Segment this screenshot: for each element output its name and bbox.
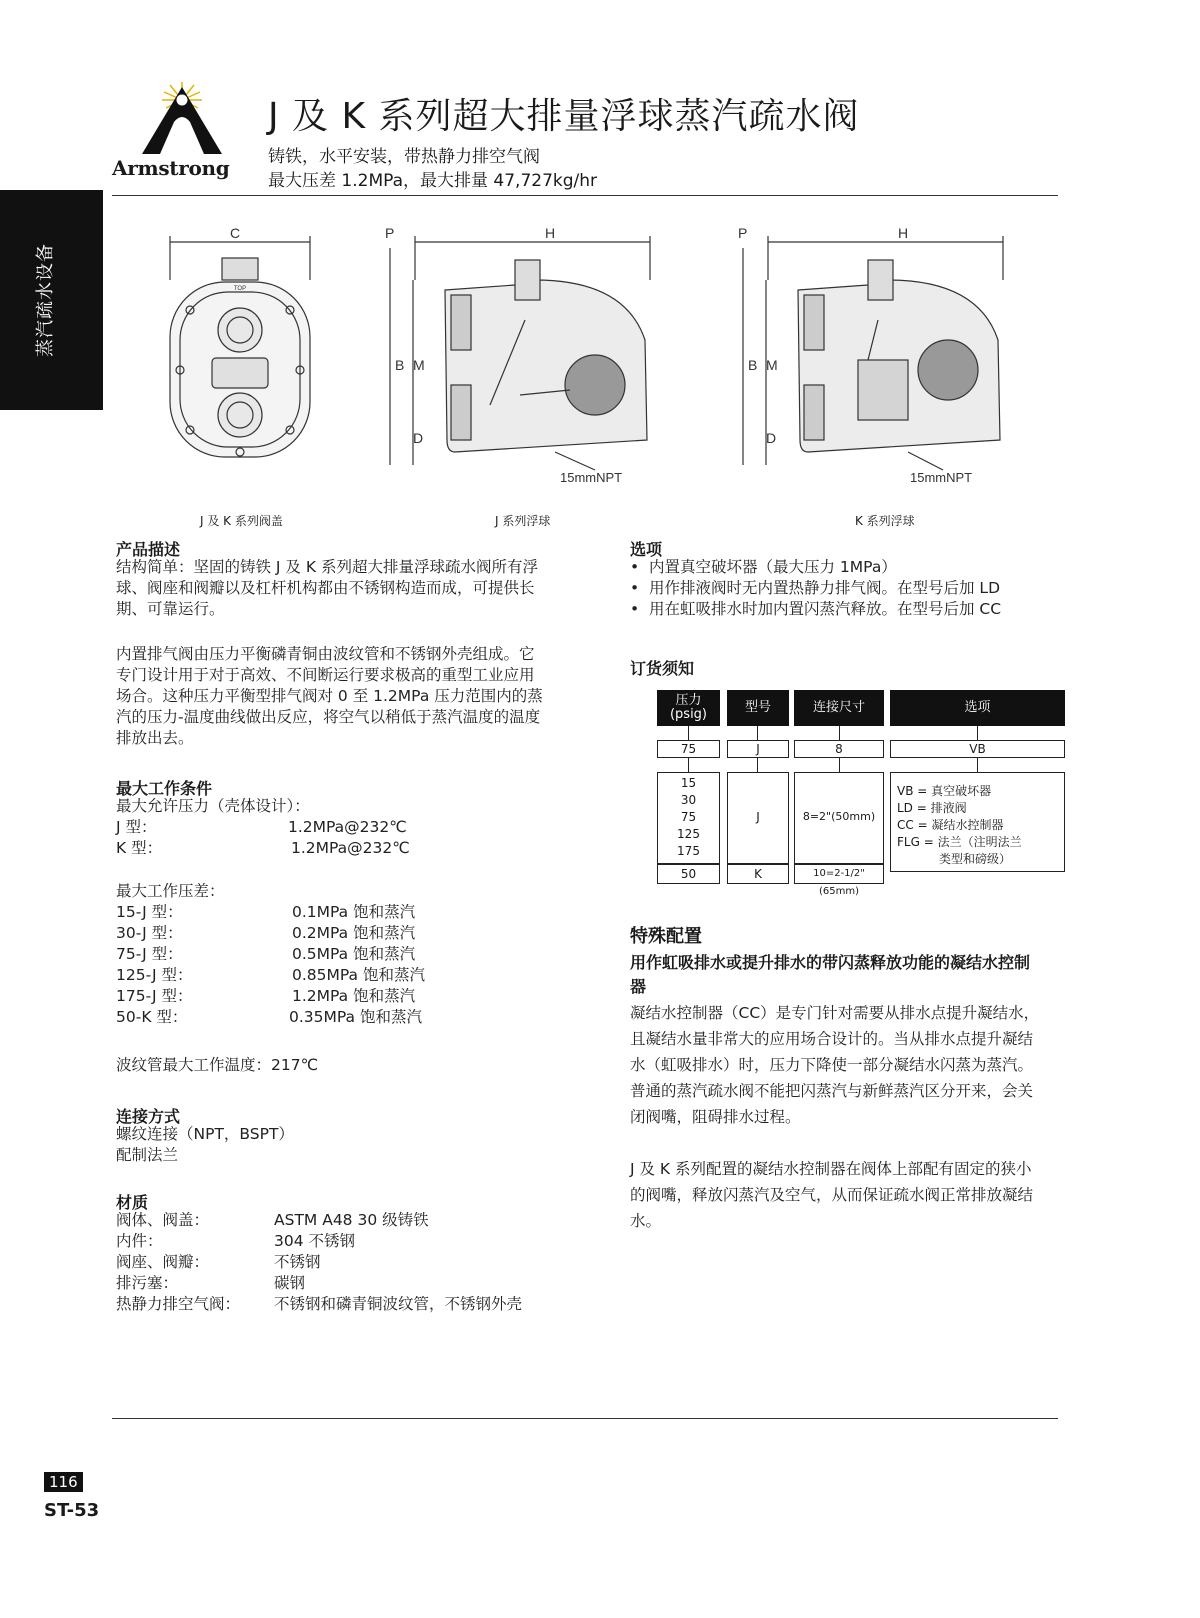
- text-line: 水。: [630, 1212, 662, 1230]
- header-option: 选项: [890, 690, 1065, 726]
- option-code: 类型和磅级）: [939, 852, 1012, 866]
- spec-key: J 型：: [116, 818, 157, 836]
- k-float-diagram-icon: [738, 220, 1028, 510]
- option-text: 用作排液阀时无内置热静力排气阀。在型号后加 LD: [649, 579, 1000, 597]
- page-number: 116: [44, 1472, 83, 1492]
- option-code: CC = 凝结水控制器: [897, 818, 1004, 832]
- list-item: • 用作排液阀时无内置热静力排气阀。在型号后加 LD: [630, 579, 1000, 597]
- header-divider: [112, 195, 1058, 196]
- example-model: J: [727, 740, 789, 758]
- pressure-option-k: 50: [657, 864, 720, 884]
- spec-key: 75-J 型：: [116, 945, 183, 963]
- pressure-value: 30: [680, 793, 697, 807]
- options-list: [630, 557, 1001, 620]
- option-text: 内置真空破坏器（最大压力 1MPa）: [649, 558, 897, 576]
- material-value: 不锈钢和磷青铜波纹管，不锈钢外壳: [274, 1295, 523, 1313]
- product-para2: [116, 644, 543, 749]
- dim-m-label: M: [766, 357, 778, 373]
- connector-line: [839, 758, 840, 772]
- dim-p-label: P: [738, 225, 748, 241]
- bellows-temp: 波纹管最大工作温度：217℃: [116, 1056, 318, 1074]
- material-key: 阀座、阀瓣：: [116, 1253, 210, 1271]
- cover-drawing: [150, 220, 330, 510]
- text-line: 凝结水控制器（CC）是专门针对需要从排水点提升凝结水，: [630, 1004, 1040, 1022]
- model-option-j: J: [727, 772, 789, 864]
- subtitle-capacity: 最大压差 1.2MPa，最大排量 47,727kg/hr: [268, 171, 598, 191]
- example-option: VB: [890, 740, 1065, 758]
- spec-value: 0.1MPa 饱和蒸汽: [292, 903, 416, 921]
- material-value: 碳钢: [274, 1274, 306, 1292]
- j-float-diagram-icon: [385, 220, 670, 510]
- special-para2: [630, 1156, 1033, 1234]
- text-line: 闭阀嘴，阻碍排水过程。: [630, 1108, 801, 1126]
- dim-b-label: B: [395, 357, 405, 373]
- material-value: ASTM A48 30 级铸铁: [274, 1211, 429, 1229]
- subtitle-construction: 铸铁，水平安装，带热静力排空气阀: [268, 147, 540, 167]
- text-line: 场合。这种压力平衡型排气阀对 0 至 1.2MPa 压力范围内的蒸: [116, 687, 543, 705]
- example-size: 8: [794, 740, 884, 758]
- text-line: 水（虹吸排水）时，压力下降使一部分凝结水闪蒸为蒸汽。: [630, 1056, 1034, 1074]
- text-line: 结构简单：坚固的铸铁 J 及 K 系列超大排量浮球疏水阀所有浮: [116, 558, 538, 576]
- spec-value: 1.2MPa 饱和蒸汽: [292, 987, 416, 1005]
- j-float-drawing: [385, 220, 670, 510]
- size-option-j: 8=2"(50mm): [794, 772, 884, 864]
- spec-key: 175-J 型：: [116, 987, 193, 1005]
- cover-diagram-icon: [150, 220, 330, 510]
- npt-label: 15mmNPT: [910, 470, 973, 485]
- logo-mark-icon: [112, 82, 252, 160]
- pressure-value: 125: [677, 827, 700, 841]
- dim-m-label: M: [413, 357, 425, 373]
- diff-pressure-label: 最大工作压差：: [116, 882, 225, 900]
- options-heading: 选项: [630, 540, 663, 559]
- text-line: 期、可靠运行。: [116, 600, 225, 618]
- k-float-caption: K 系列浮球: [855, 514, 915, 528]
- ordering-heading: 订货须知: [630, 659, 695, 678]
- text-line: 普通的蒸汽疏水阀不能把闪蒸汽与新鲜蒸汽区分开来，会关: [630, 1082, 1034, 1100]
- dim-h-label: H: [545, 225, 556, 241]
- header-pressure: [657, 690, 720, 726]
- example-pressure: 75: [657, 740, 720, 758]
- side-tab-label: 蒸汽疏水设备: [35, 243, 56, 357]
- page-title: J 及 K 系列超大排量浮球蒸汽疏水阀: [268, 96, 860, 137]
- special-subheading-line2: 器: [630, 977, 647, 996]
- k-float-drawing: [738, 220, 1028, 510]
- material-value: 304 不锈钢: [274, 1232, 356, 1250]
- model-option-k: K: [727, 864, 789, 884]
- section-side-tab: [0, 190, 103, 410]
- text-line: 球、阀座和阀瓣以及杠杆机构都由不锈钢构造而成，可提供长: [116, 579, 535, 597]
- spec-key: K 型：: [116, 839, 163, 857]
- text-line: 内置排气阀由压力平衡磷青铜由波纹管和不锈钢外壳组成。它: [116, 645, 535, 663]
- dim-p-label: P: [385, 225, 395, 241]
- page-code: ST-53: [44, 1500, 100, 1521]
- spec-key: 15-J 型：: [116, 903, 183, 921]
- spec-value: 0.5MPa 饱和蒸汽: [292, 945, 416, 963]
- product-heading: 产品描述: [116, 540, 181, 559]
- armstrong-logo: [112, 82, 252, 182]
- j-float-caption: J 系列浮球: [495, 514, 551, 528]
- connections-heading: 连接方式: [116, 1107, 181, 1126]
- product-para1: [116, 557, 538, 620]
- list-item: • 内置真空破坏器（最大压力 1MPa）: [630, 558, 897, 576]
- special-heading: 特殊配置: [630, 926, 702, 947]
- top-marking: TOP: [233, 286, 247, 292]
- dim-h-label: H: [898, 225, 909, 241]
- header-pressure-line2: (psig): [669, 707, 708, 722]
- logo-brand-text: Armstrong: [112, 156, 230, 180]
- spec-key: 125-J 型：: [116, 966, 193, 984]
- max-conditions-heading: 最大工作条件: [116, 779, 213, 798]
- footer-divider: [112, 1418, 1058, 1419]
- material-value: 不锈钢: [274, 1253, 321, 1271]
- pressure-options-j: [657, 772, 720, 864]
- option-codes: [890, 772, 1065, 872]
- connector-line: [688, 726, 689, 740]
- text-line: 汽的压力-温度曲线做出反应，将空气以稍低于蒸汽温度的温度: [116, 708, 541, 726]
- connections-list: [116, 1124, 294, 1166]
- connector-line: [688, 758, 689, 772]
- special-para1: [630, 1000, 1039, 1130]
- spec-value: 1.2MPa@232℃: [288, 818, 407, 836]
- list-item: 螺纹连接（NPT，BSPT）: [116, 1125, 294, 1143]
- npt-label: 15mmNPT: [560, 470, 623, 485]
- material-key: 阀体、阀盖：: [116, 1211, 210, 1229]
- pressure-value: 75: [680, 810, 697, 824]
- spec-value: 1.2MPa@232℃: [291, 839, 410, 857]
- allow-pressure-label: 最大允许压力（壳体设计）：: [116, 797, 310, 815]
- option-code: VB = 真空破坏器: [897, 784, 992, 798]
- pressure-value: 175: [677, 844, 700, 858]
- text-line: J 及 K 系列配置的凝结水控制器在阀体上部配有固定的狭小: [630, 1160, 1032, 1178]
- material-key: 热静力排空气阀：: [116, 1295, 241, 1313]
- material-key: 排污塞：: [116, 1274, 179, 1292]
- cover-caption: J 及 K 系列阀盖: [200, 514, 283, 528]
- header-model: 型号: [727, 690, 789, 726]
- text-line: 且凝结水量非常大的应用场合设计的。当从排水点提升凝结: [630, 1030, 1034, 1048]
- dim-b-label: B: [748, 357, 758, 373]
- pressure-value: 15: [680, 776, 697, 790]
- list-item: 配制法兰: [116, 1146, 179, 1164]
- option-code: FLG = 法兰（注明法兰: [897, 835, 1022, 849]
- spec-value: 0.85MPa 饱和蒸汽: [292, 966, 425, 984]
- dim-d-label: D: [766, 430, 777, 446]
- materials-heading: 材质: [116, 1193, 149, 1212]
- list-item: • 用在虹吸排水时加内置闪蒸汽释放。在型号后加 CC: [630, 600, 1002, 618]
- connector-line: [977, 758, 978, 772]
- text-line: 排放出去。: [116, 729, 194, 747]
- option-code: LD = 排液阀: [897, 801, 967, 815]
- text-line: 专门设计用于对于高效、不间断运行要求极高的重型工业应用: [116, 666, 535, 684]
- spec-value: 0.35MPa 饱和蒸汽: [289, 1008, 422, 1026]
- header-pressure-line1: 压力: [675, 693, 702, 708]
- connector-line: [839, 726, 840, 740]
- connector-line: [977, 726, 978, 740]
- special-subheading-line1: 用作虹吸排水或提升排水的带闪蒸释放功能的凝结水控制: [630, 953, 1031, 972]
- size-option-k: 10=2-1/2" (65mm): [794, 864, 884, 884]
- connector-line: [757, 758, 758, 772]
- spec-key: 30-J 型：: [116, 924, 183, 942]
- diff-pressure-list: [116, 902, 576, 1028]
- dim-c-label: C: [229, 225, 241, 241]
- text-line: 的阀嘴，释放闪蒸汽及空气，从而保证疏水阀正常排放凝结: [630, 1186, 1034, 1204]
- dim-d-label: D: [413, 430, 424, 446]
- ordering-table: [640, 690, 1080, 910]
- spec-value: 0.2MPa 饱和蒸汽: [292, 924, 416, 942]
- option-text: 用在虹吸排水时加内置闪蒸汽释放。在型号后加 CC: [649, 600, 1002, 618]
- spec-key: 50-K 型：: [116, 1008, 188, 1026]
- allow-pressure-list: [116, 817, 576, 859]
- materials-list: [116, 1210, 576, 1320]
- connector-line: [757, 726, 758, 740]
- header-size: 连接尺寸: [794, 690, 884, 726]
- material-key: 内件：: [116, 1232, 163, 1250]
